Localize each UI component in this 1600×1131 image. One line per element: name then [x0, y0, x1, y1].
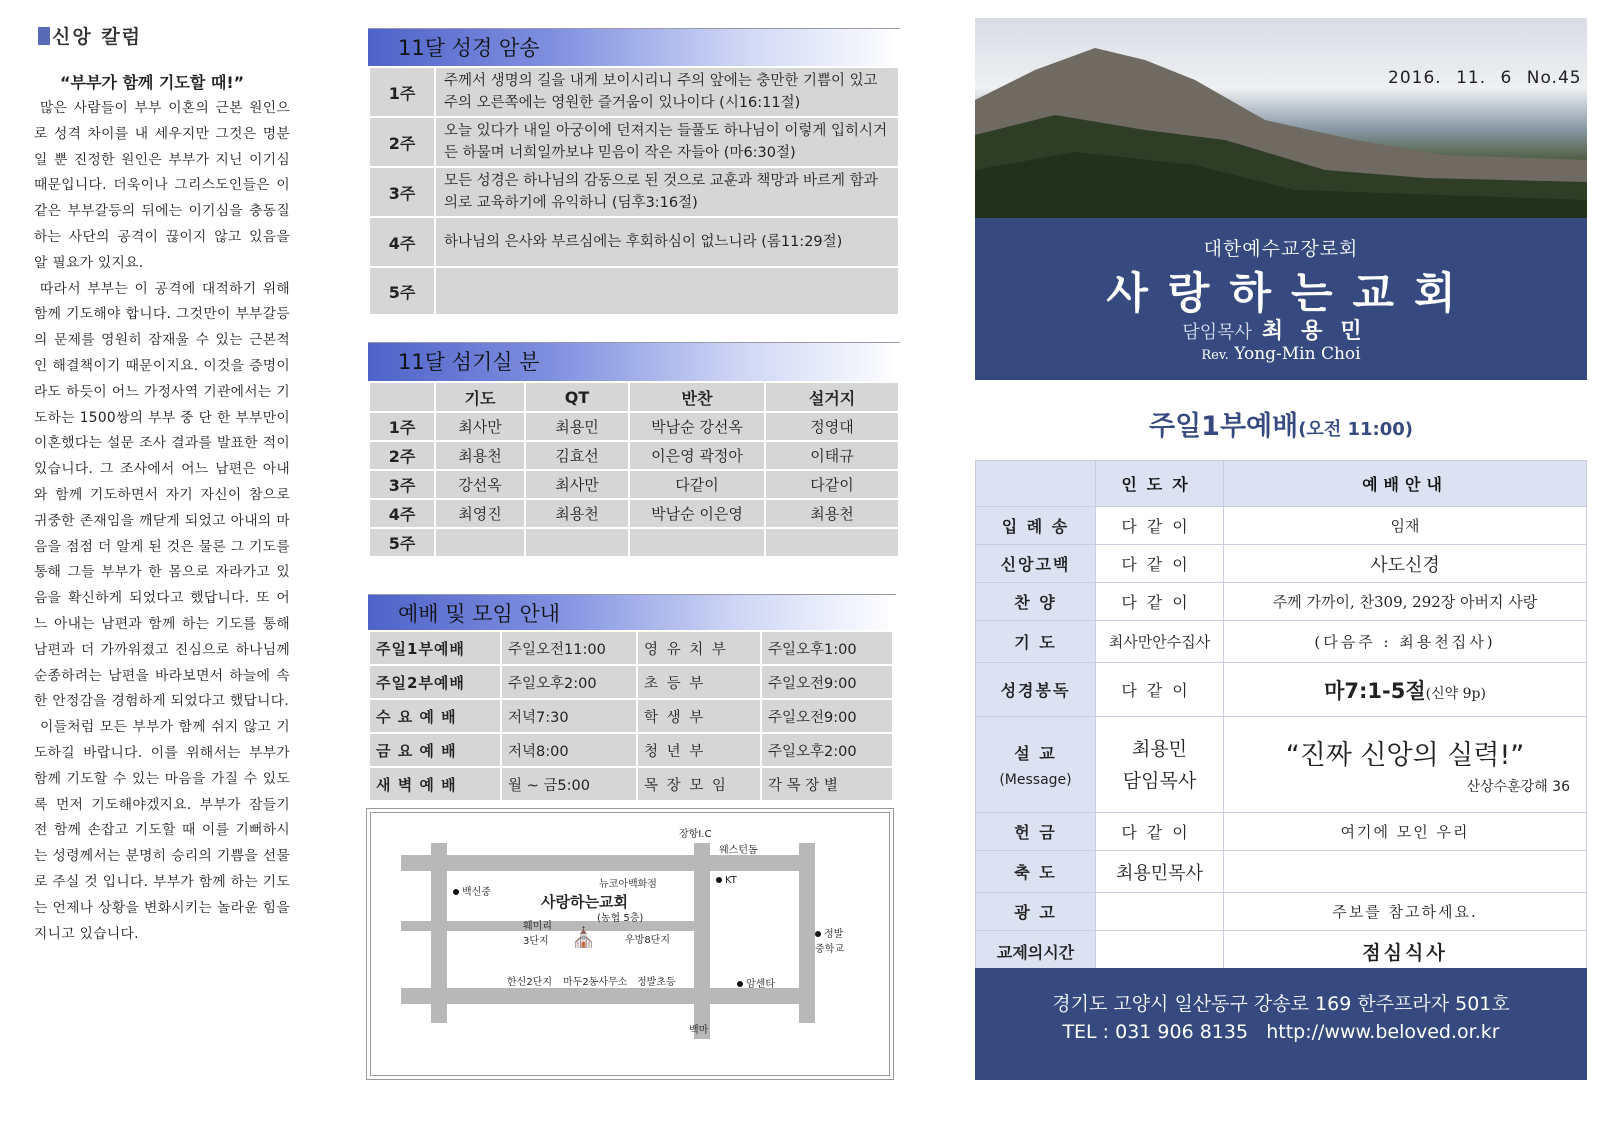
map-label: 백신중: [453, 883, 491, 898]
map-label: 마두2동사무소: [563, 977, 628, 988]
table-header-row: 기도 QT 반찬 설거지: [369, 382, 899, 412]
church-banner: [975, 218, 1587, 380]
table-row: 5주: [369, 528, 899, 557]
column-title: 신앙 칼럼: [38, 22, 142, 49]
duty-header: 11달 섬기실 분: [368, 342, 900, 382]
location-map: [370, 812, 890, 1076]
table-row: 교제의시간 점심식사: [976, 931, 1587, 973]
table-row: 1주 주께서 생명의 길을 내게 보이시리니 주의 앞에는 충만한 기쁨이 있고 주의 오른쪽에는 영원한 즐거움이 있나이다 (시16:11절): [369, 67, 899, 117]
mountain-image: [975, 40, 1587, 218]
map-label: 한신2단지: [507, 977, 553, 988]
table-row: 4주 최영진 최용천 박남순 이은영 최용천: [369, 499, 899, 528]
issue-date: 2016. 11. 6 No.45: [1388, 68, 1582, 88]
map-road: [431, 843, 447, 1023]
table-row: 3주 강선옥 최사만 다같이 다같이: [369, 470, 899, 499]
map-label: 정발 중학교: [815, 929, 844, 955]
table-row: 3주 모든 성경은 하나님의 감동으로 된 것으로 교훈과 책망과 바르게 함과 의로 교육하기에 유익하니 (딤후3:16절): [369, 167, 899, 217]
map-label: 우방8단지: [625, 935, 671, 946]
table-row: 2주 최용천 김효선 이은영 곽정아 이태규: [369, 441, 899, 470]
table-row: 설 교 (Message) 최용민 담임목사 “진짜 신앙의 실력!” 산상수훈강해 36: [976, 717, 1587, 813]
table-row: 5주: [369, 267, 899, 315]
church-icon: ⛪: [571, 925, 596, 949]
column-headline: “부부가 함께 기도할 때!”: [60, 73, 245, 92]
map-label: 암센타: [737, 975, 775, 990]
table-row: 광 고 주보를 참고하세요.: [976, 893, 1587, 931]
meetings-header: 예배 및 모임 안내: [368, 594, 896, 634]
worship-order-table: [975, 460, 1587, 973]
table-row: 새 벽 예 배 월 ~ 금5:00 목 장 모 임 각 목 장 별: [369, 767, 893, 801]
map-label: (농협 5층): [597, 913, 644, 924]
map-road: [694, 843, 710, 1039]
map-road: [401, 855, 811, 871]
map-label: 정발초등: [637, 977, 676, 988]
table-row: 주일2부예배 주일오후2:00 초 등 부 주일오전9:00: [369, 665, 893, 699]
church-name: 사랑하는교회: [1106, 269, 1476, 319]
table-header-row: 인도자 예배안내: [976, 461, 1587, 507]
map-label: 뉴코아백화점: [599, 879, 657, 890]
map-label: 웨스턴돔: [719, 845, 758, 856]
denomination: 대한예수교장로회: [1203, 238, 1359, 260]
map-label: 장항I.C: [679, 829, 712, 840]
contact-line: TEL : 031 906 8135 http://www.beloved.or.kr: [1062, 1021, 1500, 1043]
map-label: 백마: [689, 1025, 709, 1036]
map-label: 훼미리 3단지: [523, 921, 552, 947]
table-row: 기 도 최사만안수집사 (다음주 : 최용천집사): [976, 621, 1587, 663]
table-row: 헌 금 다같이 여기에 모인 우리: [976, 813, 1587, 851]
worship-title: 주일1부예배(오전 11:00): [1149, 411, 1413, 442]
table-row: 4주 하나님의 은사와 부르심에는 후회하심이 없느니라 (롬11:29절): [369, 217, 899, 267]
table-row: 금 요 예 배 저녁8:00 청 년 부 주일오후2:00: [369, 733, 893, 767]
church-address: 경기도 고양시 일산동구 강송로 169 한주프라자 501호 TEL : 031 906 8135 http://www.beloved.or.kr: [975, 968, 1587, 1080]
map-church-label: 사랑하는교회: [541, 893, 628, 911]
column-paragraph: 따라서 부부는 이 공격에 대적하기 위해 함께 기도해야 합니다. 그것만이 부부갈등의 문제를 영원히 잠재울 수 있는 근본적인 해결책이기 때문이지요. 이것을 증명이라도 하듯이 어느 가정사역 기관에서는 기도하는 1500쌍의 부부 중 단 한 부부만이 이혼했다는 설문 조사 결과를 발표한 적이 있습니다. 그 조사에서 어느 남편은 아내와 함께 기도하면서 자기 자신이 참으로 귀중한 존재임을 깨닫게 되었고 아내의 마음을 점점 더 알게 된 것은 물론 그 기도를 통해 그들 부부가 한 몸으로 자라가고 있음을 확신하게 되었다고 했답니다. 또 어느 아내는 남편과 함께 하는 기도를 통해 남편과 더 가까워졌고 진심으로 하나님께 순종하려는 남편을 바라보면서 하늘에 속한 안정감을 경험하게 되었다고 했답니다.: [34, 280, 290, 710]
pastor-english: Rev. Yong-Min Choi: [1201, 344, 1361, 364]
table-row: 주일1부예배 주일오전11:00 영 유 치 부 주일오후1:00: [369, 631, 893, 665]
table-row: 1주 최사만 최용민 박남순 강선옥 정영대: [369, 412, 899, 441]
pastor-line: 담임목사 최용민: [1182, 319, 1380, 344]
verses-table: [368, 66, 900, 316]
map-label: KT: [716, 875, 737, 886]
website-link[interactable]: http://www.beloved.or.kr: [1266, 1021, 1500, 1043]
table-row: 입 례 송 다같이 임재: [976, 507, 1587, 545]
map-road: [401, 988, 811, 1004]
table-row: 축 도 최용민목사: [976, 851, 1587, 893]
table-row: 수 요 예 배 저녁7:30 학 생 부 주일오전9:00: [369, 699, 893, 733]
verses-header: 11달 성경 암송: [368, 28, 900, 68]
table-row: 성경봉독 다같이 마7:1-5절(신약 9p): [976, 663, 1587, 717]
column-paragraph: 이들처럼 모든 부부가 함께 쉬지 않고 기도하길 바랍니다. 이를 위해서는 부부가 함께 기도할 수 있는 마음을 가질 수 있도록 먼저 기도해야겠지요. 부부가 잠들기 전 함께 손잡고 기도할 때 이를 기뻐하시는 성령께서는 분명히 승리의 기쁨을 선물로 주실 것 입니다. 부부가 함께 하는 기도는 언제나 상황을 변화시키는 놀라운 힘을 지니고 있습니다.: [34, 719, 290, 942]
meetings-table: [368, 630, 894, 802]
column-paragraph: 많은 사람들이 부부 이혼의 근본 원인으로 성격 차이를 내 세우지만 그것은 명분일 뿐 진정한 원인은 부부가 지닌 이기심 때문입니다. 더욱이나 그리스도인들은 이 같은 부부갈등의 뒤에는 이기심을 충동질하는 사단의 공격이 끊이지 않고 있음을 알 필요가 있지요.: [34, 100, 290, 271]
map-road: [799, 843, 815, 1023]
duty-table: [368, 381, 900, 558]
table-row: 신앙고백 다같이 사도신경: [976, 545, 1587, 583]
column-body: [34, 96, 290, 947]
table-row: 2주 오늘 있다가 내일 아궁이에 던져지는 들풀도 하나님이 이렇게 입히시거든 하물며 너희일까보냐 믿음이 작은 자들아 (마6:30절): [369, 117, 899, 167]
table-row: 찬 양 다같이 주께 가까이, 찬309, 292장 아버지 사랑: [976, 583, 1587, 621]
